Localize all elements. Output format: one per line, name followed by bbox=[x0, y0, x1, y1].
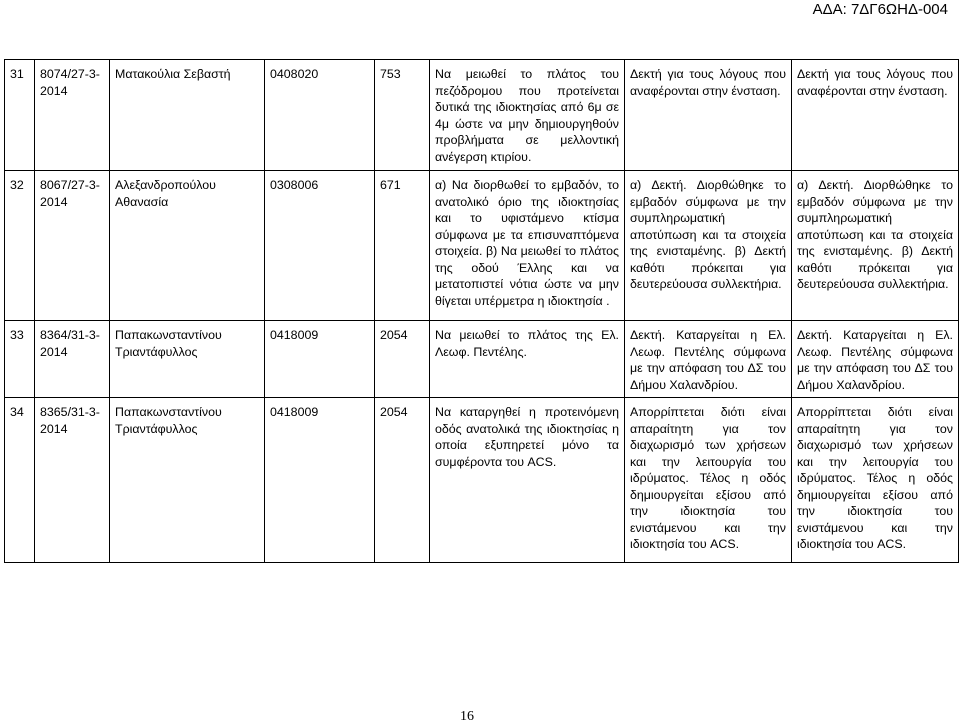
table-row bbox=[5, 321, 959, 398]
opinion-first: α) Δεκτή. Διορθώθηκε το εμβαδόν σύμφωνα με την συμπληρωματική αποτύπωση και τα στοιχεία της ενισταμένης. β) Δεκτή καθότι πρόκειται για δευτερεύουσα συλλεκτήρια. bbox=[625, 171, 792, 321]
row-number: 32 bbox=[5, 171, 35, 321]
row-number: 33 bbox=[5, 321, 35, 398]
opinion-first: Απορρίπτεται διότι είναι απαραίτητη για τον διαχωρισμό των χρήσεων και την λειτουργία του ιδρύματος. Τέλος η οδός δημιουργείται εξίσου από την ιδιοκτησία του ενιστάμενου και την ιδιοκτησία του ACS. bbox=[625, 398, 792, 563]
objection-request: Να καταργηθεί η προτεινόμενη οδός ανατολικά της ιδιοκτησίας η οποία εξυπηρετεί μόνο τα συμφέροντα του ACS. bbox=[430, 398, 625, 563]
property-code: 753 bbox=[375, 60, 430, 171]
objection-request: Να μειωθεί το πλάτος του πεζόδρομου που προτείνεται δυτικά της ιδιοκτησίας από 6μ σε 4μ ώστε να μην δημιουργηθούν προβλήματα σε μελλοντική ανέγερση κτιρίου. bbox=[430, 60, 625, 171]
property-code: 2054 bbox=[375, 321, 430, 398]
protocol-number: 8365/31-3-2014 bbox=[35, 398, 110, 563]
block-number: 0418009 bbox=[265, 321, 375, 398]
opinion-second: Απορρίπτεται διότι είναι απαραίτητη για τον διαχωρισμό των χρήσεων και την λειτουργία του ιδρύματος. Τέλος η οδός δημιουργείται εξίσου από την ιδιοκτησία του ενιστάμενου και την ιδιοκτησία του ACS. bbox=[792, 398, 959, 563]
objection-request: Να μειωθεί το πλάτος της Ελ. Λεωφ. Πεντέλης. bbox=[430, 321, 625, 398]
opinion-first: Δεκτή. Καταργείται η Ελ. Λεωφ. Πεντέλης σύμφωνα με την απόφαση του ΔΣ του Δήμου Χαλανδρίου. bbox=[625, 321, 792, 398]
block-number: 0418009 bbox=[265, 398, 375, 563]
opinion-first: Δεκτή για τους λόγους που αναφέρονται στην ένσταση. bbox=[625, 60, 792, 171]
opinion-second: Δεκτή. Καταργείται η Ελ. Λεωφ. Πεντέλης σύμφωνα με την απόφαση του ΔΣ του Δήμου Χαλανδρίου. bbox=[792, 321, 959, 398]
table-row bbox=[5, 171, 959, 321]
block-number: 0408020 bbox=[265, 60, 375, 171]
property-code: 2054 bbox=[375, 398, 430, 563]
objector-name: Ματακούλια Σεβαστή bbox=[110, 60, 265, 171]
ada-code: ΑΔΑ: 7ΔΓ6ΩΗΔ-004 bbox=[812, 1, 948, 18]
objector-name: Αλεξανδροπούλου Αθανασία bbox=[110, 171, 265, 321]
property-code: 671 bbox=[375, 171, 430, 321]
opinion-second: Δεκτή για τους λόγους που αναφέρονται στην ένσταση. bbox=[792, 60, 959, 171]
row-number: 34 bbox=[5, 398, 35, 563]
objections-table bbox=[4, 59, 959, 563]
objector-name: Παπακωνσταντίνου Τριαντάφυλλος bbox=[110, 321, 265, 398]
page-number: 16 bbox=[460, 709, 474, 724]
protocol-number: 8074/27-3-2014 bbox=[35, 60, 110, 171]
opinion-second: α) Δεκτή. Διορθώθηκε το εμβαδόν σύμφωνα με την συμπληρωματική αποτύπωση και τα στοιχεία της ενισταμένης. β) Δεκτή καθότι πρόκειται για δευτερεύουσα συλλεκτήρια. bbox=[792, 171, 959, 321]
protocol-number: 8067/27-3-2014 bbox=[35, 171, 110, 321]
objection-request: α) Να διορθωθεί το εμβαδόν, το ανατολικό όριο της ιδιοκτησίας και το υφιστάμενο κτίσμα σύμφωνα με τα επισυναπτόμενα στοιχεία. β) Να μειωθεί το πλάτος της οδού Έλλης και να μετατοπιστεί νότια ώστε να μην θίγεται υπέρμετρα η ιδιοκτησία . bbox=[430, 171, 625, 321]
table-row bbox=[5, 398, 959, 563]
table-row bbox=[5, 60, 959, 171]
block-number: 0308006 bbox=[265, 171, 375, 321]
row-number: 31 bbox=[5, 60, 35, 171]
protocol-number: 8364/31-3-2014 bbox=[35, 321, 110, 398]
objector-name: Παπακωνσταντίνου Τριαντάφυλλος bbox=[110, 398, 265, 563]
